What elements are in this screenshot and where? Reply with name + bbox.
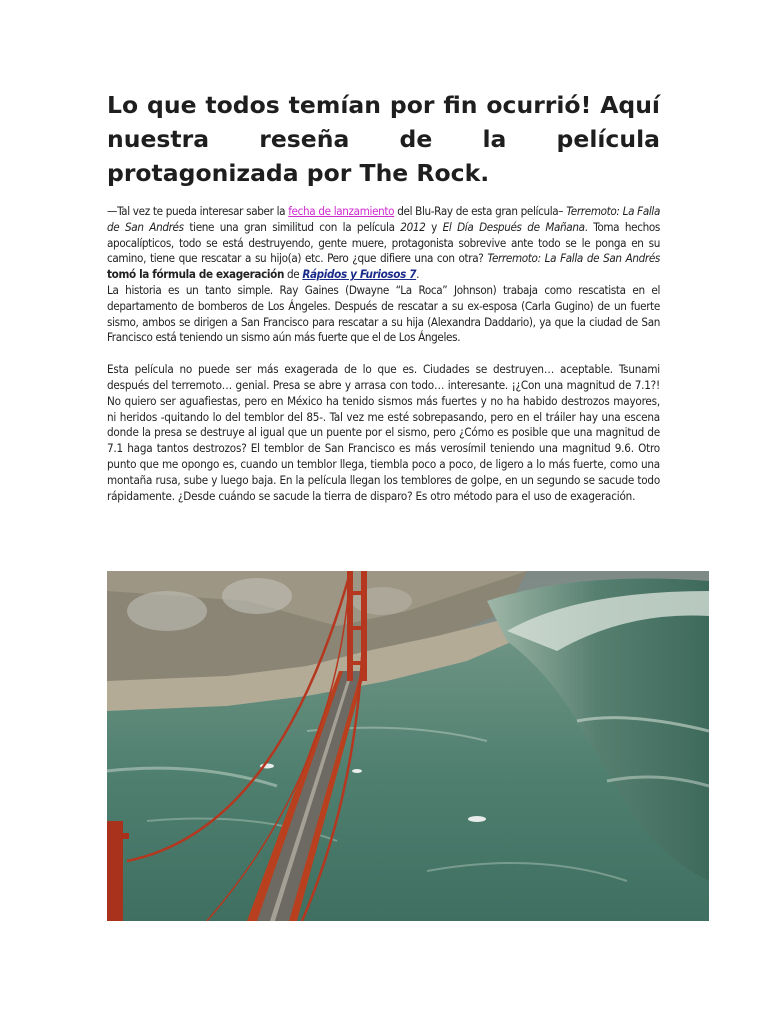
movie-title-italic-2: Terremoto: La Falla de San Andrés	[487, 251, 660, 266]
intro-paragraph	[107, 204, 660, 283]
intro-text-4: y	[425, 219, 443, 234]
story-paragraph: La historia es un tanto simple. Ray Gaines (Dwayne “La Roca” Johnson) trabaja como rescatista en el departamento de bomberos de Los Ángeles. Después de rescatar a su ex-esposa (Carla Gugino) de un fuerte sismo, ambos se dirigen a San Francisco para rescatar a su hija (Alexandra Daddario), ya que la ciudad de San Francisco está teniendo un sismo aún más fuerte que el de Los Ángeles.	[107, 282, 660, 345]
intro-text-1: —Tal vez te pueda interesar saber la	[107, 204, 289, 218]
tsunami-bridge-image	[107, 571, 709, 921]
intro-text-2: del Blu-Ray de esta gran película–	[394, 204, 567, 218]
movie-day-after-italic: El Día Después de Mañana	[442, 219, 585, 234]
release-date-link[interactable]: fecha de lanzamiento	[288, 204, 395, 218]
intro-text-3: tiene una gran similitud con la película	[183, 219, 401, 234]
movie-2012-italic: 2012	[400, 219, 426, 234]
intro-text-5: . Toma hechos apocalípticos, todo se está destruyendo, gente muere, protagonista sobrevive ante todo se le ponga en su camino, tiene que rescatar a su hijo(a) etc. Pero ¿que difiere una con otra?	[107, 219, 660, 266]
intro-text-7: .	[416, 267, 420, 282]
review-paragraph: Esta película no puede ser más exagerada de lo que es. Ciudades se destruyen… aceptable. Tsunami después del terremoto… genial. Presa se abre y arrasa con todo… interesante. ¡¿Con una magnitud de 7.1?! No quiero ser aguafiestas, pero en México ha tenido sismos más fuertes y no ha habido destrozos mayores, ni heridos -quitando lo del temblor del 85-. Tal vez me esté sobrepasando, pero en el tráiler hay una escena donde la presa se destruye al igual que un puente por el sismo, pero ¿Cómo es posible que una magnitud de 7.1 haga tantos destrozos? El temblor de San Francisco es más verosímil teniendo una magnitud 9.6. Otro punto que me opongo es, cuando un temblor llega, tiembla poco a poco, de ligero a lo más fuerte, como una montaña rusa, sube y luego baja. En la película llegan los temblores de golpe, en un segundo se sacude todo rápidamente. ¿Desde cuándo se sacude la tierra de disparo? Es otro método para el uso de exageración.	[107, 362, 660, 503]
fast-furious-link[interactable]: Rápidos y Furiosos 7	[302, 267, 417, 282]
formula-bold-text: tomó la fórmula de exageración	[107, 267, 285, 282]
article	[107, 88, 660, 504]
article-title: Lo que todos temían por fin ocurrió! Aquí nuestra reseña de la película protagonizada por The Rock.	[107, 91, 660, 187]
intro-text-6: de	[284, 267, 303, 282]
movie-title-italic: Terremoto: La Falla de San Andrés	[107, 204, 660, 234]
tsunami-bridge-illustration	[107, 571, 709, 921]
